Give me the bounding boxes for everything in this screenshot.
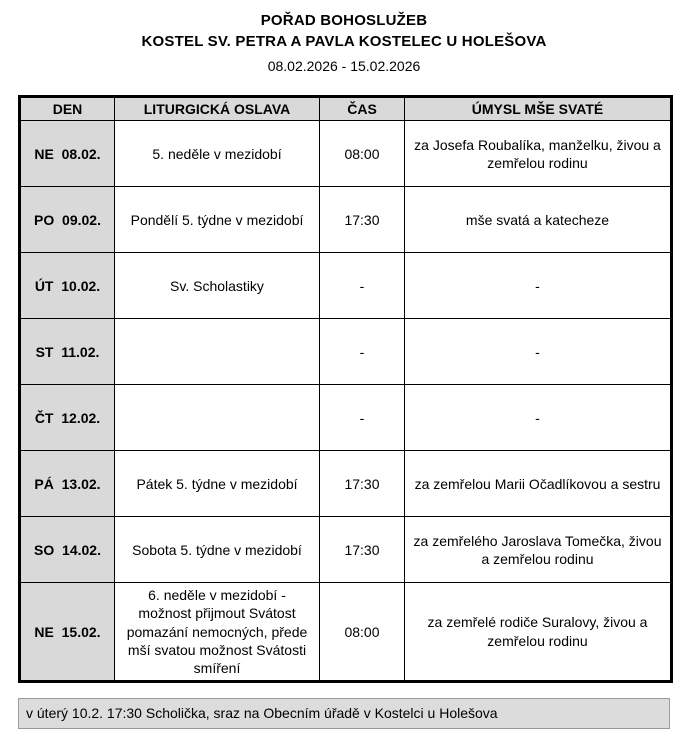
time-cell: - bbox=[320, 319, 405, 385]
day-cell: ST 11.02. bbox=[20, 319, 115, 385]
time-cell: 17:30 bbox=[320, 187, 405, 253]
time-cell: 08:00 bbox=[320, 583, 405, 682]
intention-cell: za zemřelé rodiče Suralovy, živou a zemřelou rodinu bbox=[405, 583, 672, 682]
intention-cell: - bbox=[405, 319, 672, 385]
footer-note: v úterý 10.2. 17:30 Scholička, sraz na Obecním úřadě v Kostelci u Holešova bbox=[18, 698, 670, 729]
day-cell: PO 09.02. bbox=[20, 187, 115, 253]
column-header-day: DEN bbox=[20, 97, 115, 121]
celebration-cell: Sv. Scholastiky bbox=[115, 253, 320, 319]
intention-cell: za zemřelého Jaroslava Tomečka, živou a zemřelou rodinu bbox=[405, 517, 672, 583]
church-name: KOSTEL SV. PETRA A PAVLA KOSTELEC U HOLEŠOVA bbox=[141, 33, 547, 50]
time-cell: 08:00 bbox=[320, 121, 405, 187]
celebration-cell bbox=[115, 319, 320, 385]
time-cell: - bbox=[320, 385, 405, 451]
day-cell: PÁ 13.02. bbox=[20, 451, 115, 517]
table-row bbox=[20, 385, 672, 451]
column-header-celebration: LITURGICKÁ OSLAVA bbox=[115, 97, 320, 121]
schedule-table bbox=[18, 95, 673, 683]
intention-cell: za Josefa Roubalíka, manželku, živou a zemřelou rodinu bbox=[405, 121, 672, 187]
celebration-cell: Sobota 5. týdne v mezidobí bbox=[115, 517, 320, 583]
intention-cell: mše svatá a katecheze bbox=[405, 187, 672, 253]
day-cell: ČT 12.02. bbox=[20, 385, 115, 451]
celebration-cell: 6. neděle v mezidobí - možnost přijmout Svátost pomazání nemocných, přede mší svatou možnost Svátosti smíření bbox=[115, 583, 320, 682]
celebration-cell: Pátek 5. týdne v mezidobí bbox=[115, 451, 320, 517]
day-cell: SO 14.02. bbox=[20, 517, 115, 583]
celebration-cell: Pondělí 5. týdne v mezidobí bbox=[115, 187, 320, 253]
table-row bbox=[20, 187, 672, 253]
table-header-row bbox=[20, 97, 672, 121]
day-cell: ÚT 10.02. bbox=[20, 253, 115, 319]
intention-cell: - bbox=[405, 385, 672, 451]
column-header-time: ČAS bbox=[320, 97, 405, 121]
day-cell: NE 15.02. bbox=[20, 583, 115, 682]
intention-cell: - bbox=[405, 253, 672, 319]
table-row bbox=[20, 253, 672, 319]
time-cell: 17:30 bbox=[320, 451, 405, 517]
date-range: 08.02.2026 - 15.02.2026 bbox=[267, 58, 421, 74]
intention-cell: za zemřelou Marii Očadlíkovou a sestru bbox=[405, 451, 672, 517]
celebration-cell bbox=[115, 385, 320, 451]
column-header-intention: ÚMYSL MŠE SVATÉ bbox=[405, 97, 672, 121]
table-row bbox=[20, 451, 672, 517]
time-cell: 17:30 bbox=[320, 517, 405, 583]
time-cell: - bbox=[320, 253, 405, 319]
page-header bbox=[18, 12, 670, 74]
celebration-cell: 5. neděle v mezidobí bbox=[115, 121, 320, 187]
table-row bbox=[20, 319, 672, 385]
table-row bbox=[20, 583, 672, 682]
table-row bbox=[20, 517, 672, 583]
page-title: POŘAD BOHOSLUŽEB bbox=[260, 12, 428, 29]
table-row bbox=[20, 121, 672, 187]
day-cell: NE 08.02. bbox=[20, 121, 115, 187]
